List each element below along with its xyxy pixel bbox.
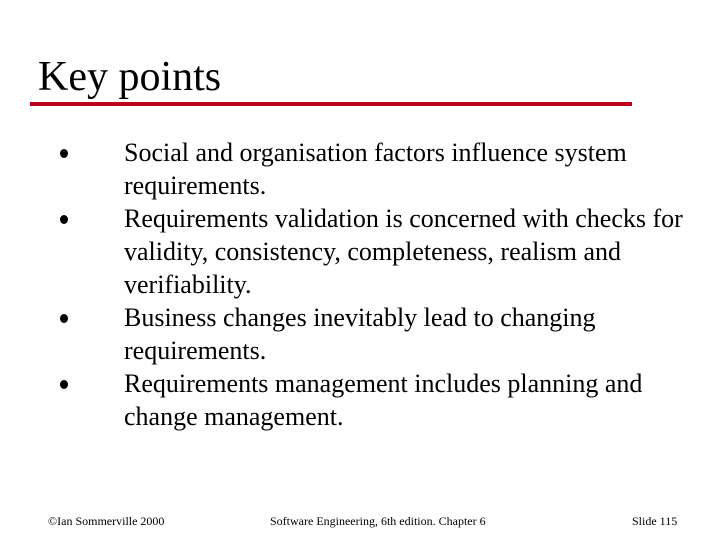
bullet-dot-icon: [60, 380, 68, 389]
bullet-item: [0, 367, 704, 433]
bullet-dot-icon: [60, 149, 68, 158]
title-underline: [30, 102, 632, 106]
footer-book-title: Software Engineering, 6th edition. Chapter 6: [270, 514, 486, 528]
bullet-item: [0, 136, 704, 202]
bullet-item: [0, 202, 704, 301]
bullet-dot-icon: [60, 314, 68, 323]
bullet-text: Business changes inevitably lead to changing requirements.: [124, 303, 596, 365]
slide-title: Key points: [38, 54, 222, 100]
bullet-text: Requirements management includes planning and change management.: [124, 369, 643, 431]
bullet-text: Social and organisation factors influence system requirements.: [124, 138, 627, 200]
footer-copyright: ©Ian Sommerville 2000: [48, 514, 165, 528]
bullet-dot-icon: [60, 215, 68, 224]
bullet-text: Requirements validation is concerned with checks for validity, consistency, completeness, realism and verifiability.: [124, 204, 683, 299]
footer-slide-number: Slide 115: [632, 514, 678, 528]
bullet-list: [0, 136, 720, 433]
bullet-item: [0, 301, 704, 367]
